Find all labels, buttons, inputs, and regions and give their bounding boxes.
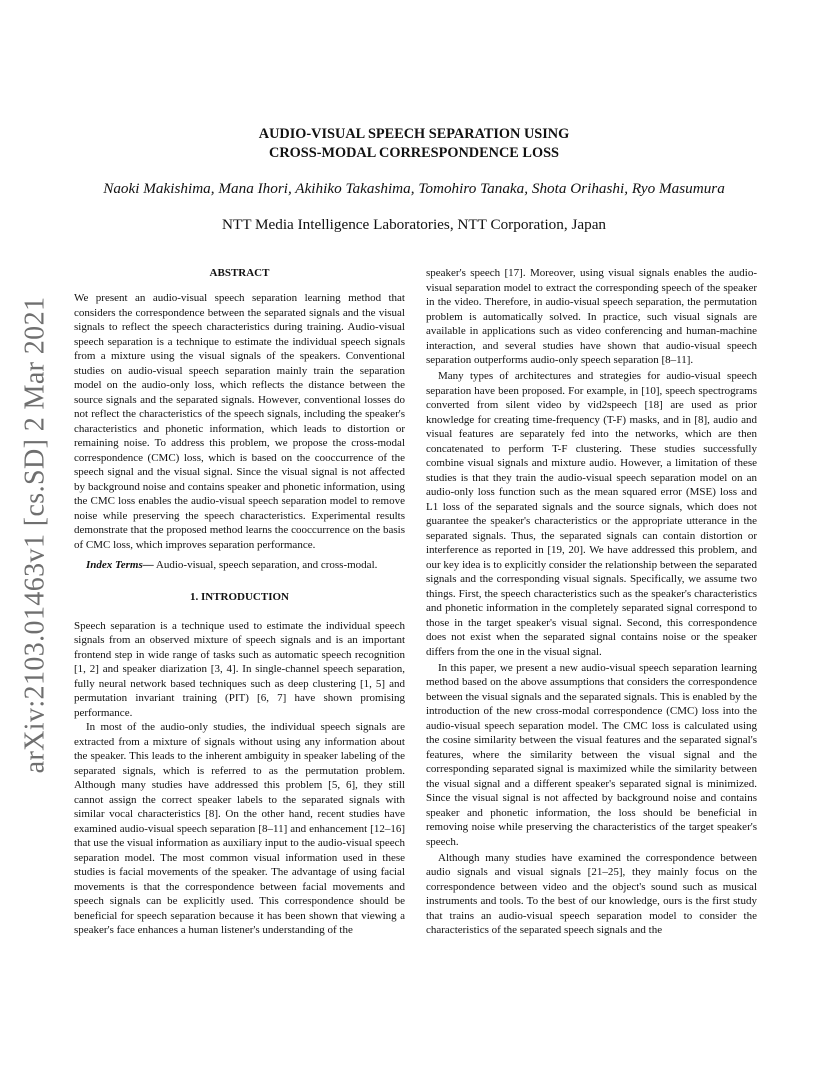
right-column <box>426 266 757 938</box>
arxiv-identifier[interactable]: arXiv:2103.01463v1 [cs.SD] 2 Mar 2021 <box>19 296 50 774</box>
abstract-heading: ABSTRACT <box>209 267 270 279</box>
intro-paragraph-1: Speech separation is a technique used to estimate the individual speech signals from an observed mixture of speech signals and is an important frontend step in wide range of tasks such as automatic speech recognition [1, 2] and speaker diarization [3, 4]. In single-channel speech separation, fully neural network based techniques such as deep clustering [1, 5] and permutation invariant training (PIT) [6, 7] have shown promising performance. <box>74 619 405 719</box>
introduction-heading: 1. INTRODUCTION <box>189 590 289 603</box>
affiliation: NTT Media Intelligence Laboratories, NTT Corporation, Japan <box>221 216 607 233</box>
abstract-body: We present an audio-visual speech separation learning method that considers the correspondence between the separated signals and the visual signals to reflect the speech characteristics during training. Audio-visual speech separation is a technique to estimate the individual speech signals from a mixture using the visual signals of the speakers. Conventional studies on audio-visual speech separation mainly train the separation model on the audio-only loss, which reflects the distance between the source signals and the separated signals. However, conventional losses do not reflect the characteristics of the speech signals, including the speaker's characteristics and phonetic information, which leads to distortion or remaining noise. To address this problem, we propose the cross-modal correspondence (CMC) loss, which is based on the cooccurrence of the speech signal and the visual signal. Since the visual signal is not affected by background noise and contains speaker and phonetic information, using the CMC loss enables the audio-visual speech separation model to remove noise while preserving the speech characteristics. Experimental results demonstrate that the proposed method learns the cooccurrence on the basis of CMC loss, which improves separation performance. <box>74 292 405 551</box>
index-terms <box>74 558 405 573</box>
title-line-1: AUDIO-VISUAL SPEECH SEPARATION USING <box>258 126 570 142</box>
intro-paragraph-5: Although many studies have examined the correspondence between audio signals and visual signals [21–25], they mainly focus on the correspondence between video and the object's sound such as musical instruments and tools. To the best of our knowledge, ours is the first study that trains an audio-visual speech separation model to consider the characteristics of the separated speech signals and the <box>426 851 757 936</box>
intro-paragraph-3: Many types of architectures and strategies for audio-visual speech separation have been proposed. For example, in [10], speech spectrograms converted from silent video by vid2speech [18] are used as prior knowledge for creating time-frequency (T-F) masks, and in [8], audio and visual features are separately fed into the networks, which are then concatenated to perform T-F clustering. These studies successfully combine visual signals and mixture audio. However, a limitation of these studies is that they train the audio-visual speech separation model on an audio-only loss function such as the mean squared error (MSE) loss and L1 loss of the separated signals and the source signals, which does not guarantee the speaker's characteristics or the appropriate utterance in the separated signals. Thus, the separated signals can contain distortion or interference as reported in [19, 20]. We have addressed this problem, and our key idea is to explicitly consider the relationship between the separated signals and the corresponding visual signals. Specifically, we assume two things. First, the speech characteristics such as the speaker's characteristics and phonetic information in the completely separated signal correspond to those in the target speaker's visual signal. Second, this correspondence does not exist when the separated signal contains noise or the speaker differs from the one in the visual signal. <box>426 370 757 658</box>
author-list: Naoki Makishima, Mana Ihori, Akihiko Takashima, Tomohiro Tanaka, Shota Orihashi, Ryo Masumura <box>103 180 725 197</box>
intro-paragraph-2: In most of the audio-only studies, the individual speech signals are extracted from a mixture of signals without using any information about the speaker. This leads to the inherent ambiguity in speaker labeling of the separated signals, which is referred to as the permutation problem. Although many studies have addressed this problem [5, 6], they still cannot assign the correct speaker labels to the separated signals with similar vocal characteristics [8]. On the other hand, recent studies have examined audio-visual speech separation [8–11] and enhancement [12–16] that use the visual information as auxiliary input to the audio-visual speech separation model. The most common visual information used in these studies is facial movements of the speaker. The advantage of using facial movements is that the correspondence between facial movements and speech signals can be explicitly used. This correspondence should be beneficial for speech separation because it has been shown that viewing a speaker's face enhances a human listener's understanding of the <box>74 721 405 936</box>
title-line-2: CROSS-MODAL CORRESPONDENCE LOSS <box>269 145 559 161</box>
paper-title <box>0 125 828 163</box>
index-terms-label: Index Terms— <box>86 559 154 571</box>
arxiv-sidebar <box>4 295 66 775</box>
index-terms-text: Audio-visual, speech separation, and cross-modal. <box>155 559 378 571</box>
intro-paragraph-2-continued: speaker's speech [17]. Moreover, using visual signals enables the audio-visual separation model to extract the corresponding speech of the speaker in the video. Therefore, in audio-visual speech separation, the permutation problem is automatically solved. In practice, such visual signals are available in applications such as video conferencing and human-machine interaction, and several studies have shown that audio-visual speech separation outperforms audio-only speech separation [8–11]. <box>426 267 757 366</box>
intro-paragraph-4: In this paper, we present a new audio-visual speech separation learning method based on the above assumptions that considers the correspondence between the visual signals and the separated signals. This is enabled by the introduction of the new cross-modal correspondence (CMC) loss into the audio-visual speech separation model. The CMC loss is calculated using the cosine similarity between the visual features and the separated signal's features, where the similarity between the visual signal and the corresponding separated signal is maximized while the similarity between the visual signal and a different speaker's separated signal is minimized. Since the visual signal is not affected by background noise and contains speaker and phonetic information, the loss should be beneficial in removing noise while preserving the characteristics of the target speaker's speech. <box>426 661 757 848</box>
left-column <box>74 266 405 938</box>
